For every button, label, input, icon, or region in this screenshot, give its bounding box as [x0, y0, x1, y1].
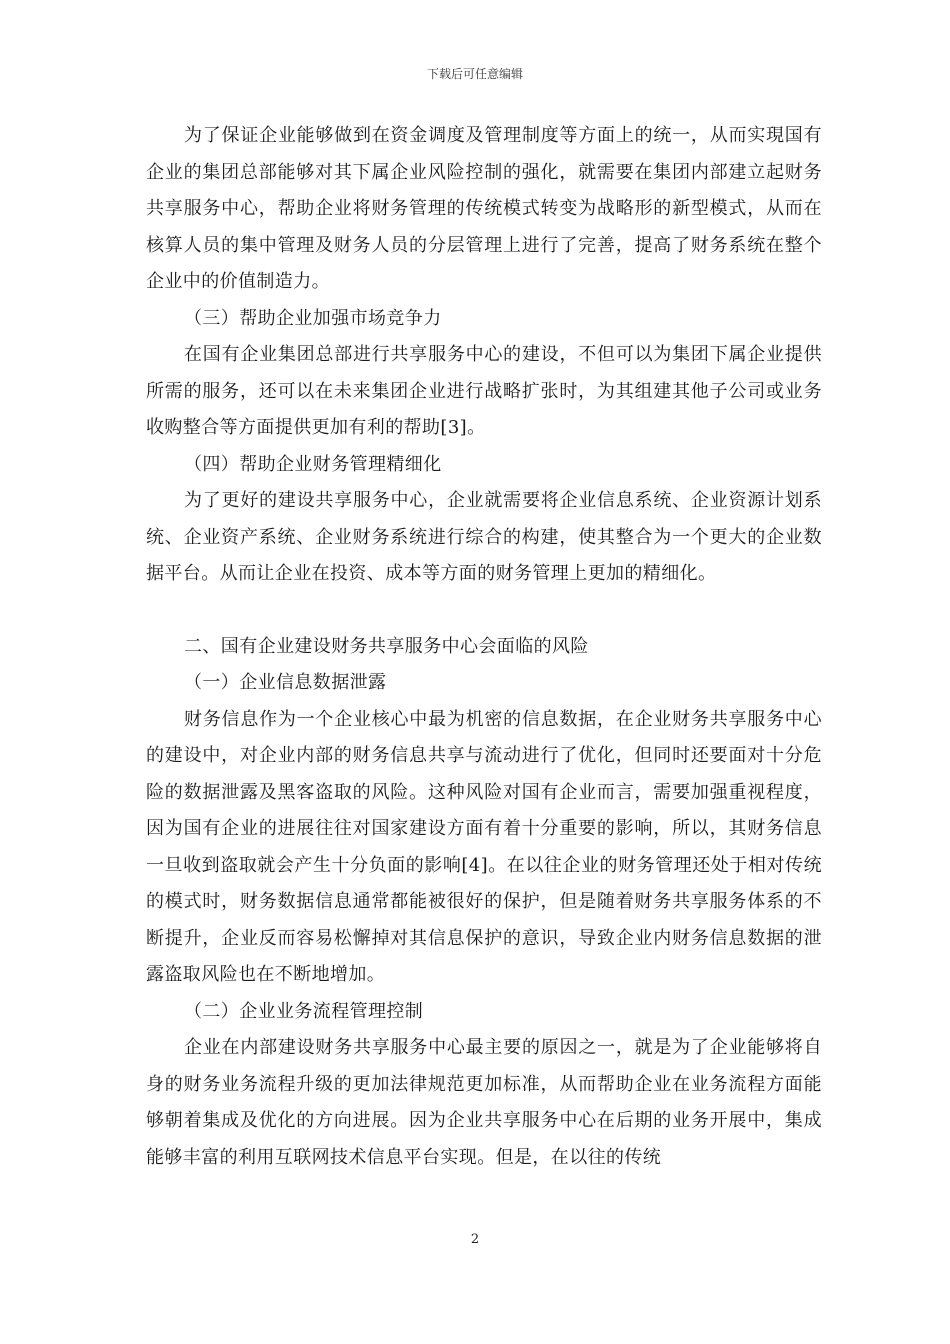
subheading-4: （四）帮助企业财务管理精细化 [184, 453, 442, 475]
paragraph-1: 为了保证企业能够做到在资金调度及管理制度等方面上的统一，从而实現国有企业的集团总部能够对其下属企业风险控制的强化，就需要在集团内部建立起财务共享服务中心，帮助企业将财务管理的传统模式转变为战略形的新型模式，从而在核算人员的集中管理及财务人员的分层管理上进行了完善，提高了财务系统在整个企业中的价值制造力。 [146, 125, 822, 292]
subheading-2: （二）企业业务流程管理控制 [184, 1000, 424, 1022]
subheading-3: （三）帮助企业加强市场竞争力 [184, 307, 442, 329]
section-gap [146, 593, 822, 629]
paragraph-2: 在国有企业集团总部进行共享服务中心的建设，不但可以为集团下属企业提供所需的服务，还可以在未来集团企业进行战略扩张时，为其组建其他子公司或业务收购整合等方面提供更加有利的帮助[3]。 [146, 344, 822, 438]
section-heading-2: 二、国有企业建设财务共享服务中心会面临的风险 [184, 635, 589, 657]
page-number: 2 [470, 1232, 480, 1247]
subheading-1: （一）企业信息数据泄露 [184, 672, 387, 693]
document-body [146, 118, 822, 1176]
paragraph-4: 财务信息作为一个企业核心中最为机密的信息数据，在企业财务共享服务中心的建设中，对企业内部的财务信息共享与流动进行了优化，但同时还要面对十分危险的数据泄露及黑客盗取的风险。这种风险对国有企业而言，需要加强重视程度，因为国有企业的进展往往对国家建设方面有着十分重要的影响，所以，其财务信息一旦收到盗取就会产生十分负面的影响[4]。在以往企业的财务管理还处于相对传统的模式时，财务数据信息通常都能被很好的保护，但是随着财务共享服务体系的不断提升，企业反而容易松懈掉对其信息保护的意识，导致企业内财务信息数据的泄露盗取风险也在不断地增加。 [146, 708, 822, 985]
page-header-note: 下载后可任意编辑 [426, 67, 523, 81]
paragraph-5: 企业在内部建设财务共享服务中心最主要的原因之一，就是为了企业能够将自身的财务业务流程升级的更加法律规范更加标准，从而帮助企业在业务流程方面能够朝着集成及优化的方向进展。因为企业共享服务中心在后期的业务开展中，集成能够丰富的利用互联网技术信息平台实现。但是，在以往的传统 [146, 1037, 822, 1168]
paragraph-3: 为了更好的建设共享服务中心，企业就需要将企业信息系统、企业资源计划系统、企业资产系统、企业财务系统进行综合的构建，使其整合为一个更大的企业数据平台。从而让企业在投资、成本等方面的财务管理上更加的精细化。 [146, 490, 822, 584]
